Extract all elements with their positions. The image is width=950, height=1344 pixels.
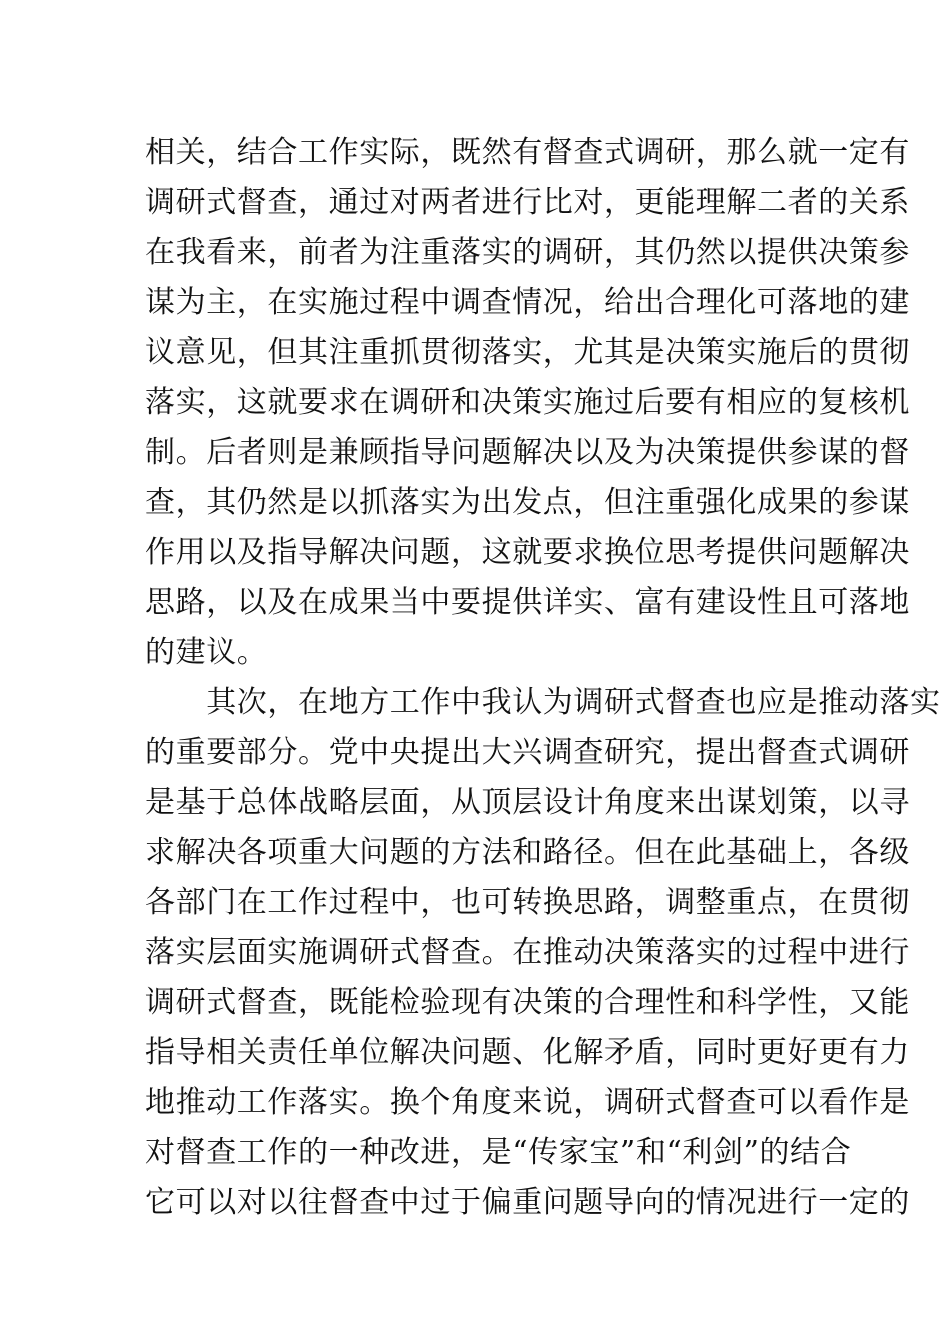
text-line: 查，其仍然是以抓落实为出发点，但注重强化成果的参谋	[145, 485, 910, 520]
paragraph-start-line: 其次，在地方工作中我认为调研式督查也应是推动落实	[145, 685, 941, 720]
text-line: 谋为主，在实施过程中调查情况，给出合理化可落地的建	[145, 285, 910, 320]
text-line: 落实，这就要求在调研和决策实施过后要有相应的复核机	[145, 385, 910, 420]
text-line: 各部门在工作过程中，也可转换思路，调整重点，在贯彻	[145, 885, 910, 920]
text-line: 议意见，但其注重抓贯彻落实，尤其是决策实施后的贯彻	[145, 335, 910, 370]
text-line: 的建议。	[145, 635, 268, 670]
text-line: 思路，以及在成果当中要提供详实、富有建设性且可落地	[145, 585, 910, 620]
text-line: 在我看来，前者为注重落实的调研，其仍然以提供决策参	[145, 235, 910, 270]
text-line: 求解决各项重大问题的方法和路径。但在此基础上，各级	[145, 835, 910, 870]
text-line: 调研式督查，既能检验现有决策的合理性和科学性，又能	[145, 985, 910, 1020]
text-line: 对督查工作的一种改进，是“传家宝”和“利剑”的结合	[145, 1135, 852, 1170]
text-line: 调研式督查，通过对两者进行比对，更能理解二者的关系	[145, 185, 910, 220]
text-line: 制。后者则是兼顾指导问题解决以及为决策提供参谋的督	[145, 435, 910, 470]
text-line: 作用以及指导解决问题，这就要求换位思考提供问题解决	[145, 535, 910, 570]
text-line: 它可以对以往督查中过于偏重问题导向的情况进行一定的	[145, 1185, 910, 1220]
text-line: 的重要部分。党中央提出大兴调查研究，提出督查式调研	[145, 735, 910, 770]
text-line: 相关，结合工作实际，既然有督查式调研，那么就一定有	[145, 135, 910, 170]
text-line: 指导相关责任单位解决问题、化解矛盾，同时更好更有力	[145, 1035, 910, 1070]
text-line: 是基于总体战略层面，从顶层设计角度来出谋划策，以寻	[145, 785, 910, 820]
text-line: 落实层面实施调研式督查。在推动决策落实的过程中进行	[145, 935, 910, 970]
text-line: 地推动工作落实。换个角度来说，调研式督查可以看作是	[145, 1085, 910, 1120]
body-text	[145, 128, 941, 1228]
